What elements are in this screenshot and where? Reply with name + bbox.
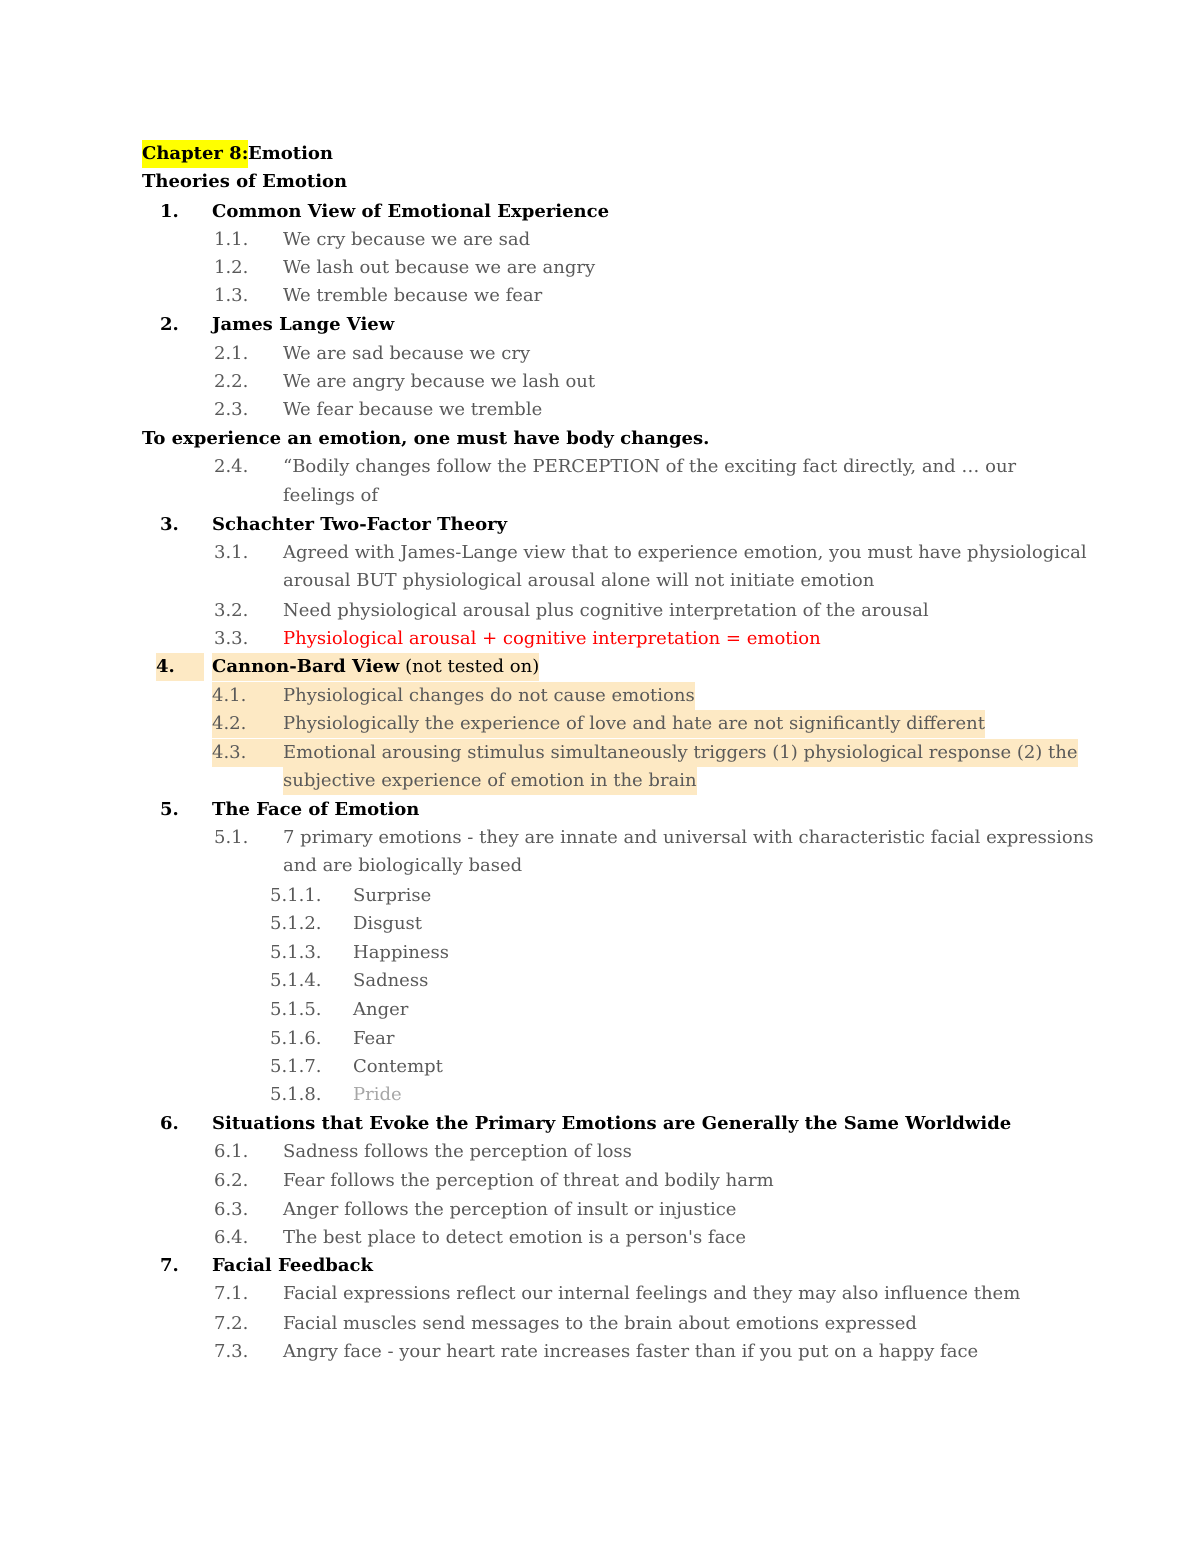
section-title: James Lange View: [212, 314, 395, 335]
section-title: Schachter Two-Factor Theory: [212, 514, 508, 535]
item-number: 3.1.: [214, 542, 249, 563]
section-4-heading: [0, 653, 1200, 681]
item-text-faded: Pride: [353, 1084, 402, 1105]
list-item: [0, 453, 1200, 481]
item-number: 4.3.: [212, 739, 283, 767]
item-text: Sadness follows the perception of loss: [283, 1141, 632, 1162]
item-text: Angry face - your heart rate increases faster than if you put on a happy face: [283, 1341, 979, 1362]
section-note: (not tested on): [405, 656, 540, 677]
list-item-continuation: [0, 482, 1200, 510]
sub-list-item: [0, 882, 1200, 910]
section-number: 4.: [156, 653, 204, 681]
chapter-label: Chapter 8:: [142, 140, 248, 168]
item-text: Facial expressions reflect our internal feelings and they may also influence them: [283, 1283, 1021, 1304]
list-item: [0, 824, 1200, 852]
section-title: Situations that Evoke the Primary Emotions are Generally the Same Worldwide: [212, 1113, 1012, 1134]
item-text: Surprise: [353, 885, 432, 906]
section-title: Theories of Emotion: [142, 171, 348, 192]
item-text: Disgust: [353, 913, 423, 934]
sub-list-item: [0, 1053, 1200, 1081]
list-item: [0, 597, 1200, 625]
item-number: 2.3.: [214, 399, 249, 420]
section-number: 6.: [160, 1113, 179, 1134]
item-number: 5.1.6.: [270, 1028, 322, 1049]
item-text: Sadness: [353, 970, 429, 991]
item-text: arousal BUT physiological arousal alone will not initiate emotion: [283, 570, 875, 591]
section-title: Facial Feedback: [212, 1255, 373, 1276]
list-item: [0, 682, 1200, 710]
list-item: [0, 1280, 1200, 1308]
list-item: [0, 254, 1200, 282]
item-text: We lash out because we are angry: [283, 257, 596, 278]
list-item: [0, 739, 1200, 767]
item-text: subjective experience of emotion in the brain: [283, 767, 697, 795]
section-number: 2.: [160, 314, 179, 335]
item-text: and are biologically based: [283, 855, 523, 876]
item-text: 7 primary emotions - they are innate and universal with characteristic facial expressions: [283, 827, 1094, 848]
list-item-continuation: [0, 852, 1200, 880]
item-text: feelings of: [283, 485, 379, 506]
callout-line: [0, 425, 1200, 453]
sub-list-item: [0, 996, 1200, 1024]
section-1-heading: [0, 198, 1200, 226]
list-item: [0, 1338, 1200, 1366]
item-number: 2.1.: [214, 343, 249, 364]
item-number: 4.1.: [212, 682, 283, 710]
item-number: 1.2.: [214, 257, 249, 278]
item-text: Contempt: [353, 1056, 443, 1077]
item-number: 7.3.: [214, 1341, 249, 1362]
item-text: Physiologically the experience of love and hate are not significantly different: [283, 710, 985, 738]
item-number: 6.4.: [214, 1227, 249, 1248]
section-title: Cannon-Bard View: [212, 656, 400, 677]
list-item: [0, 340, 1200, 368]
item-text: Emotional arousing stimulus simultaneously triggers (1) physiological response (2) the: [283, 739, 1078, 767]
item-number: 5.1.8.: [270, 1084, 322, 1105]
item-number: 5.1.: [214, 827, 249, 848]
item-number: 5.1.4.: [270, 970, 322, 991]
item-text: We tremble because we fear: [283, 285, 543, 306]
section-7-heading: [0, 1252, 1200, 1280]
section-title-group: [212, 653, 539, 681]
item-number: 2.2.: [214, 371, 249, 392]
chapter-title: Emotion: [248, 143, 334, 164]
item-text: Anger follows the perception of insult or injustice: [283, 1199, 737, 1220]
item-number: 5.1.3.: [270, 942, 322, 963]
item-text: We cry because we are sad: [283, 229, 531, 250]
item-text: We are sad because we cry: [283, 343, 531, 364]
sub-list-item: [0, 1081, 1200, 1109]
item-number: 6.3.: [214, 1199, 249, 1220]
item-number: 5.1.1.: [270, 885, 322, 906]
list-item: [0, 226, 1200, 254]
section-number: 7.: [160, 1255, 179, 1276]
item-number: 5.1.7.: [270, 1056, 322, 1077]
item-text: Facial muscles send messages to the brain about emotions expressed: [283, 1313, 917, 1334]
list-item: [0, 1196, 1200, 1224]
item-number: 3.3.: [214, 628, 249, 649]
item-text: Physiological changes do not cause emotions: [283, 682, 695, 710]
list-item: [0, 368, 1200, 396]
chapter-heading: [0, 140, 1200, 168]
item-text: The best place to detect emotion is a person's face: [283, 1227, 747, 1248]
item-number: 5.1.5.: [270, 999, 322, 1020]
section-number: 1.: [160, 201, 179, 222]
section-number: 3.: [160, 514, 179, 535]
section-title: Common View of Emotional Experience: [212, 201, 610, 222]
item-number: 2.4.: [214, 456, 249, 477]
list-item: [0, 1310, 1200, 1338]
item-number: 7.2.: [214, 1313, 249, 1334]
item-text: Fear: [353, 1028, 395, 1049]
section-title: The Face of Emotion: [212, 799, 420, 820]
list-item-continuation: [0, 767, 1200, 795]
item-number: 7.1.: [214, 1283, 249, 1304]
item-number: 6.2.: [214, 1170, 249, 1191]
list-item-continuation: [0, 567, 1200, 595]
item-number: 6.1.: [214, 1141, 249, 1162]
list-item: [0, 710, 1200, 738]
item-text: Happiness: [353, 942, 449, 963]
section-6-heading: [0, 1110, 1200, 1138]
section-2-heading: [0, 311, 1200, 339]
section-5-heading: [0, 796, 1200, 824]
sub-list-item: [0, 1025, 1200, 1053]
section-3-heading: [0, 511, 1200, 539]
item-text: “Bodily changes follow the PERCEPTION of the exciting fact directly, and … our: [283, 456, 1017, 477]
list-item: [0, 625, 1200, 653]
item-text: Need physiological arousal plus cognitive interpretation of the arousal: [283, 600, 929, 621]
item-number: 3.2.: [214, 600, 249, 621]
item-text: Agreed with James-Lange view that to experience emotion, you must have physiological: [283, 542, 1087, 563]
item-text: Anger: [353, 999, 409, 1020]
sub-list-item: [0, 939, 1200, 967]
item-text: Fear follows the perception of threat and bodily harm: [283, 1170, 774, 1191]
item-text: We fear because we tremble: [283, 399, 543, 420]
sub-list-item: [0, 967, 1200, 995]
item-number: 1.3.: [214, 285, 249, 306]
item-text-emphasis: Physiological arousal + cognitive interpretation = emotion: [283, 628, 821, 649]
list-item: [0, 1138, 1200, 1166]
list-item: [0, 282, 1200, 310]
item-number: 1.1.: [214, 229, 249, 250]
item-number: 5.1.2.: [270, 913, 322, 934]
callout-text: To experience an emotion, one must have body changes.: [142, 428, 710, 449]
item-text: We are angry because we lash out: [283, 371, 596, 392]
section-title-line: [0, 168, 1200, 196]
list-item: [0, 396, 1200, 424]
sub-list-item: [0, 910, 1200, 938]
section-number: 5.: [160, 799, 179, 820]
list-item: [0, 1224, 1200, 1252]
list-item: [0, 539, 1200, 567]
item-number: 4.2.: [212, 710, 283, 738]
list-item: [0, 1167, 1200, 1195]
